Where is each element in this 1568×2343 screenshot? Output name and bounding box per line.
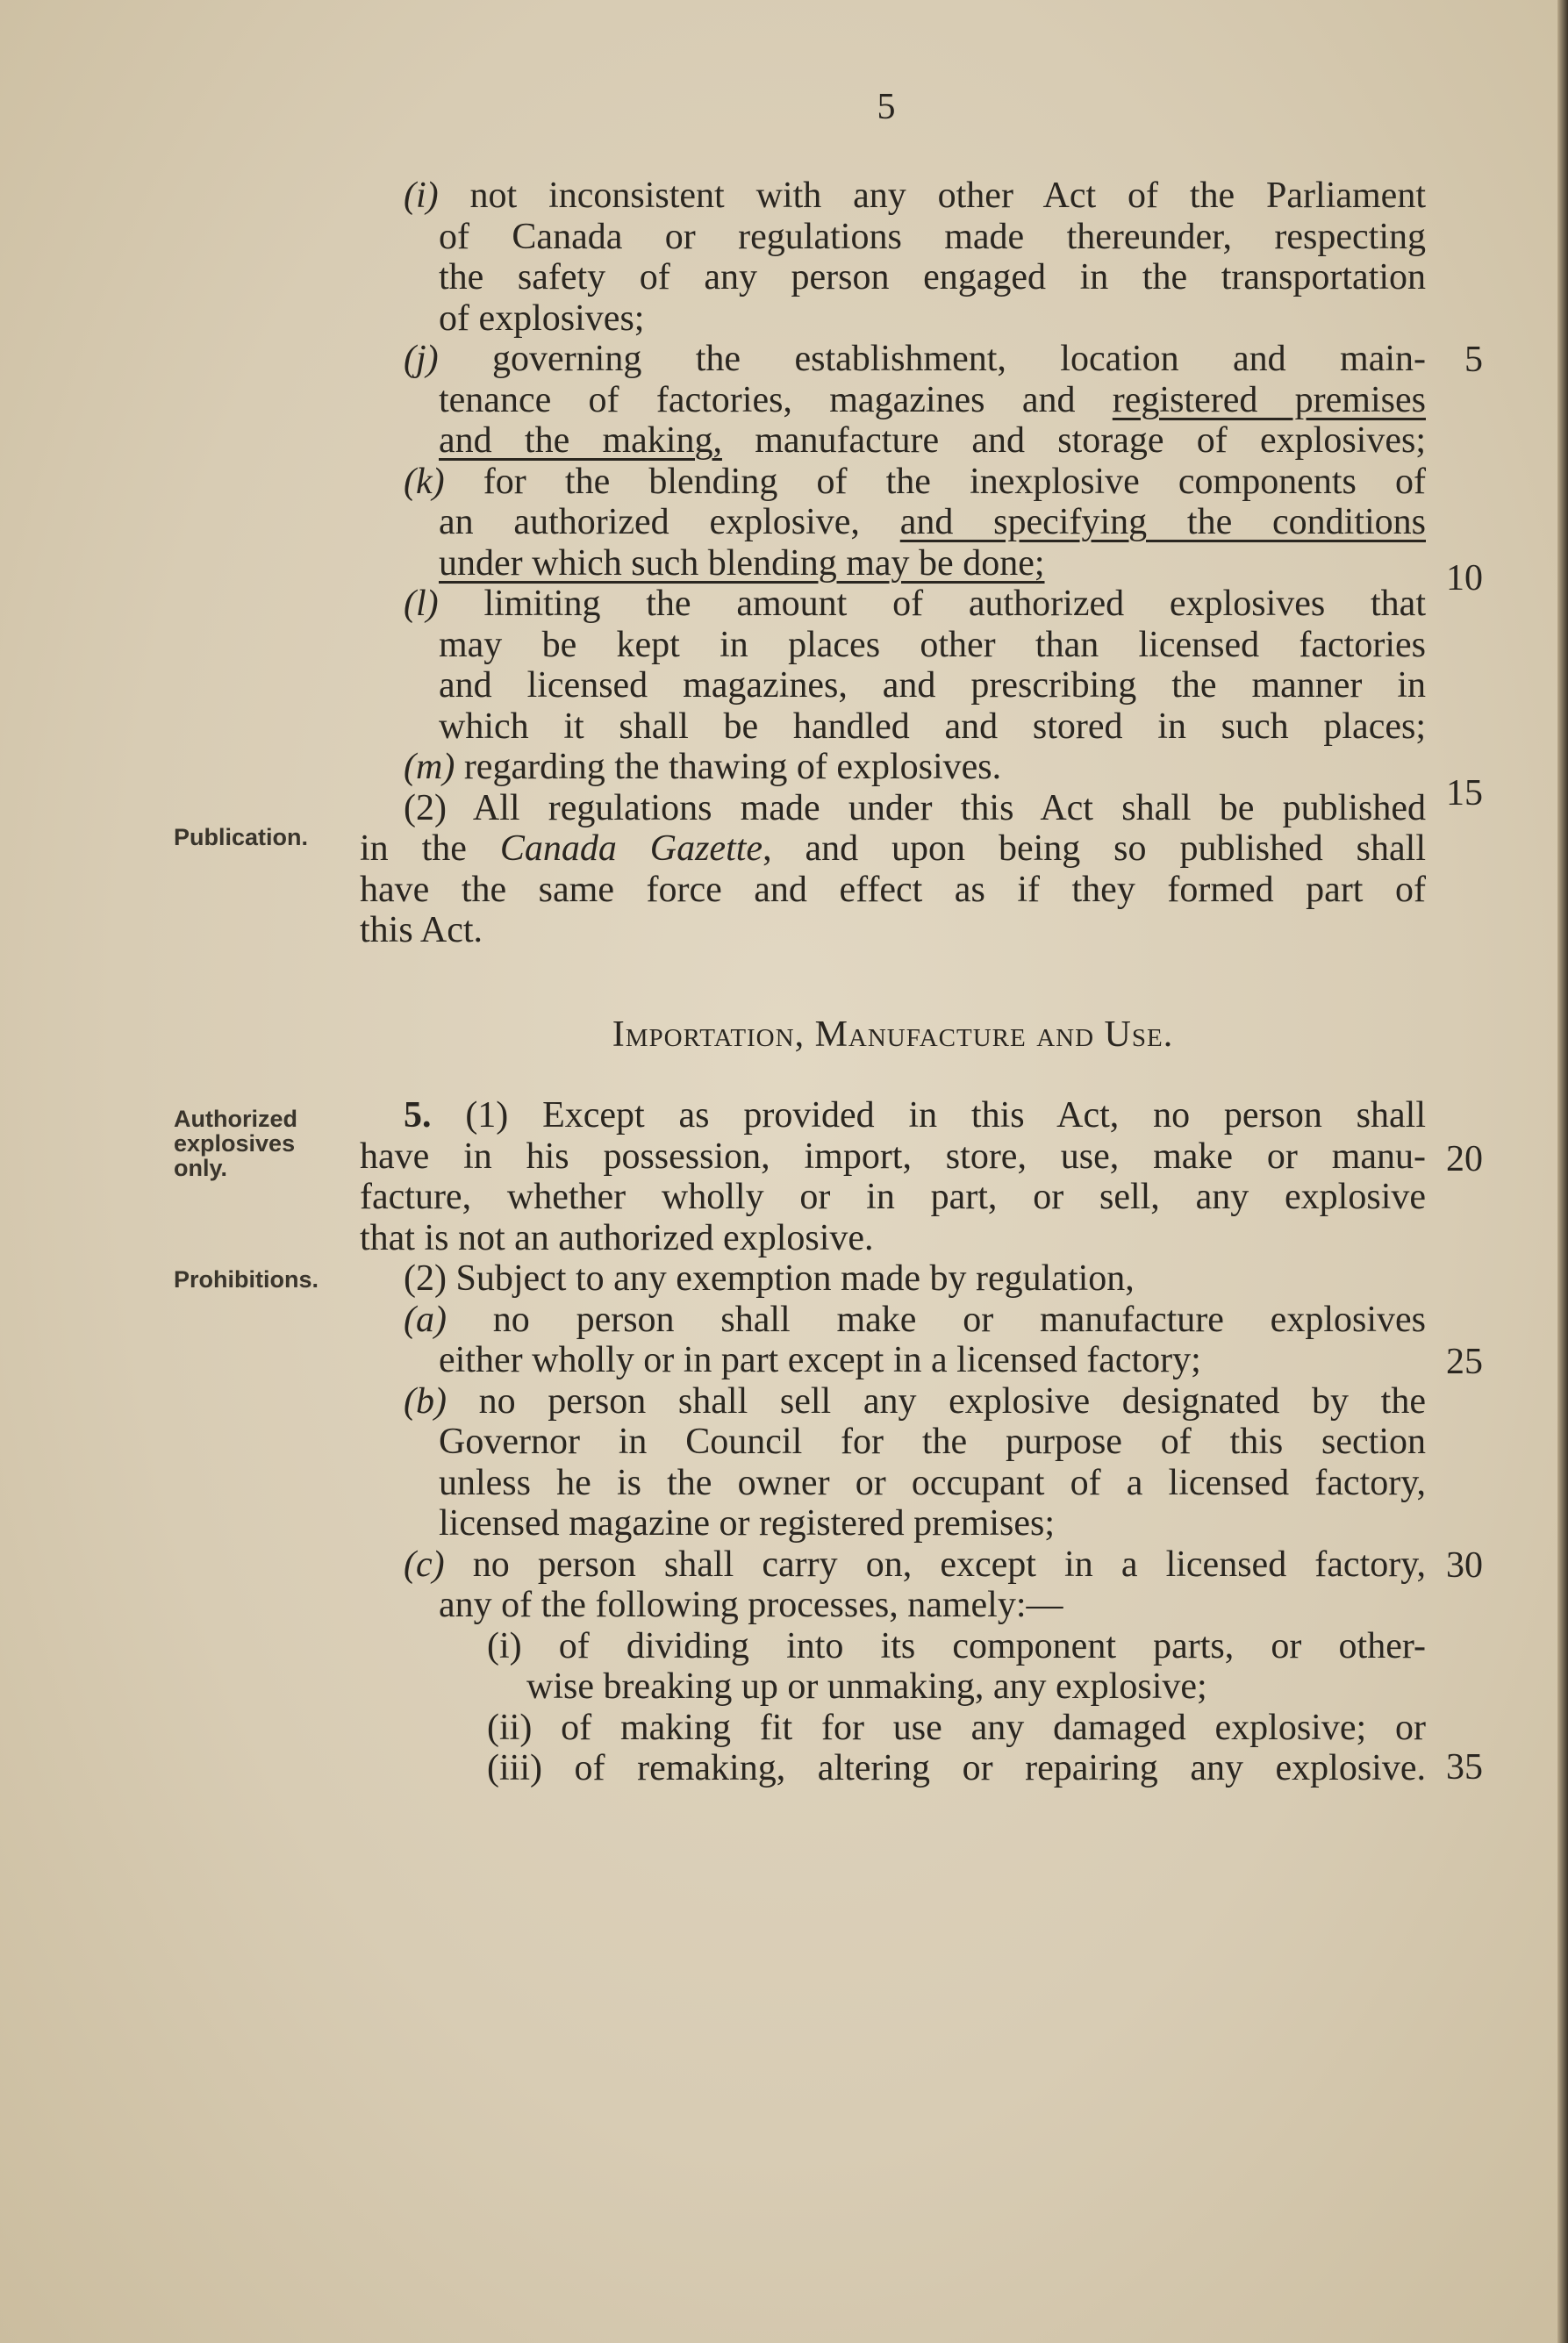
- line-number: 5: [1464, 340, 1483, 380]
- text-line: the safety of any person engaged in the transportation: [439, 257, 1426, 297]
- text-line: 5. (1) Except as provided in this Act, no person shall: [404, 1095, 1426, 1136]
- line-number: 10: [1446, 558, 1483, 598]
- text-line: licensed magazine or registered premises;: [439, 1503, 1056, 1544]
- text-line: either wholly or in part except in a licensed factory;: [439, 1340, 1201, 1380]
- text-line: this Act.: [360, 910, 483, 950]
- text-line: an authorized explosive, and specifying the conditions: [439, 502, 1426, 542]
- text-line: unless he is the owner or occupant of a licensed factory,: [439, 1462, 1426, 1503]
- text-line: which it shall be handled and stored in such places;: [439, 706, 1426, 747]
- text-line: under which such blending may be done;: [439, 542, 1045, 584]
- margin-note-authorized: Authorized explosives only.: [174, 1106, 297, 1181]
- text-line: (c) no person shall carry on, except in a licensed factory,: [404, 1544, 1426, 1585]
- page-number: 5: [877, 87, 896, 127]
- margin-note-publication: Publication.: [174, 824, 309, 850]
- text-line: wise breaking up or unmaking, any explosive;: [526, 1666, 1207, 1707]
- section-heading: Importation, Manufacture and Use.: [612, 1014, 1174, 1055]
- text-line: (l) limiting the amount of authorized explosives that: [404, 584, 1426, 624]
- text-line: in the Canada Gazette, and upon being so published shall: [360, 828, 1426, 869]
- text-line: (2) Subject to any exemption made by regulation,: [404, 1258, 1135, 1299]
- text-line: Governor in Council for the purpose of this section: [439, 1422, 1426, 1462]
- text-line: (2) All regulations made under this Act shall be published: [404, 787, 1426, 828]
- line-number: 20: [1446, 1139, 1483, 1179]
- line-number: 30: [1446, 1545, 1483, 1586]
- line-number: 15: [1446, 773, 1483, 813]
- text-line: facture, whether wholly or in part, or sell, any explosive: [360, 1177, 1426, 1217]
- page-edge-shadow: [1557, 0, 1568, 2343]
- text-line: that is not an authorized explosive.: [360, 1217, 874, 1258]
- text-line: (m) regarding the thawing of explosives.: [404, 747, 1002, 787]
- text-line: (i) not inconsistent with any other Act of the Parliament: [404, 176, 1426, 216]
- margin-note-prohibitions: Prohibitions.: [174, 1266, 319, 1293]
- line-number: 35: [1446, 1747, 1483, 1788]
- text-line: (a) no person shall make or manufacture explosives: [404, 1299, 1426, 1340]
- text-line: any of the following processes, namely:—: [439, 1585, 1063, 1625]
- clauses-block: [360, 176, 1426, 951]
- text-line: (iii) of remaking, altering or repairing any explosive.: [487, 1748, 1426, 1788]
- text-line: may be kept in places other than licensed factories: [439, 624, 1426, 665]
- text-line: and licensed magazines, and prescribing the manner in: [439, 665, 1426, 706]
- text-line: have in his possession, import, store, use, make or manu-: [360, 1136, 1426, 1177]
- text-line: and the making, manufacture and storage of explosives;: [439, 420, 1426, 461]
- text-line: tenance of factories, magazines and registered premises: [439, 379, 1426, 420]
- section-5-block: [360, 1095, 1426, 1789]
- text-line: of Canada or regulations made thereunder, respecting: [439, 216, 1426, 257]
- text-line: (k) for the blending of the inexplosive components of: [404, 461, 1426, 502]
- text-line: (ii) of making fit for use any damaged explosive; or: [487, 1707, 1426, 1748]
- text-line: (i) of dividing into its component parts, or other-: [487, 1625, 1426, 1666]
- text-line: have the same force and effect as if they formed part of: [360, 869, 1426, 910]
- text-line: (j) governing the establishment, location and main-: [404, 339, 1426, 379]
- text-line: (b) no person shall sell any explosive designated by the: [404, 1380, 1426, 1422]
- line-number: 25: [1446, 1342, 1483, 1382]
- text-line: of explosives;: [439, 297, 645, 339]
